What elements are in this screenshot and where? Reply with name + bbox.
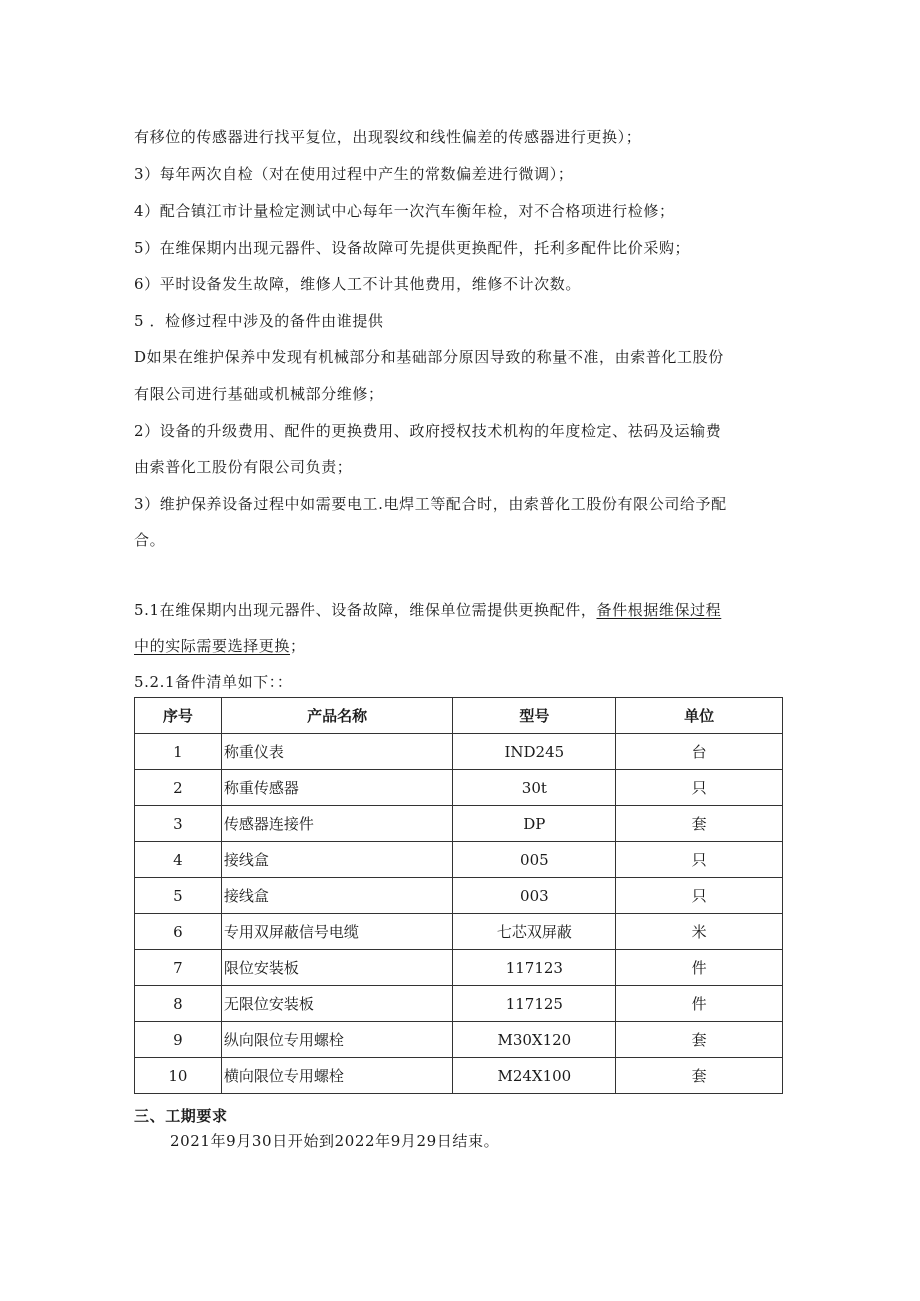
cell-product-name: 称重仪表	[221, 734, 453, 770]
cell-unit: 只	[616, 842, 783, 878]
cell-model: 117123	[453, 950, 616, 986]
cell-product-name: 接线盒	[221, 878, 453, 914]
paragraph-2: 3）每年两次自检（对在使用过程中产生的常数偏差进行微调）；	[134, 165, 574, 183]
cell-product-name: 无限位安装板	[221, 986, 453, 1022]
parts-list-title: 5.2.1备件清单如下：：	[134, 673, 293, 691]
cell-index: 10	[135, 1058, 222, 1094]
clause-5-1-line-2	[134, 636, 306, 656]
cell-unit: 只	[616, 770, 783, 806]
clause-5-1-prefix: 5.1在维保期内出现元器件、设备故障，维保单位需提供更换配件，	[134, 601, 597, 619]
cell-index: 9	[135, 1022, 222, 1058]
paragraph-8: 有限公司进行基础或机械部分维修；	[134, 385, 384, 403]
paragraph-9: 2）设备的升级费用、配件的更换费用、政府授权技术机构的年度检定、祛码及运输费	[134, 422, 722, 440]
section-3-heading: 三、工期要求	[134, 1107, 228, 1125]
section-3-text: 2021年9月30日开始到2022年9月29日结束。	[170, 1132, 500, 1150]
cell-product-name: 专用双屏蔽信号电缆	[221, 914, 453, 950]
section-5-heading: 5 ．检修过程中涉及的备件由谁提供	[134, 312, 384, 330]
cell-model: IND245	[453, 734, 616, 770]
cell-model: 30t	[453, 770, 616, 806]
paragraph-5: 6）平时设备发生故障，维修人工不计其他费用，维修不计次数。	[134, 275, 581, 293]
cell-model: M30X120	[453, 1022, 616, 1058]
cell-unit: 套	[616, 1058, 783, 1094]
cell-product-name: 限位安装板	[221, 950, 453, 986]
cell-unit: 件	[616, 986, 783, 1022]
clause-5-1-underlined-1: 备件根据维保过程	[596, 601, 722, 619]
table-header-row	[135, 698, 783, 734]
cell-product-name: 称重传感器	[221, 770, 453, 806]
cell-unit: 台	[616, 734, 783, 770]
clause-5-1-suffix: ；	[290, 637, 306, 655]
paragraph-3: 4）配合镇江市计量检定测试中心每年一次汽车衡年检，对不合格项进行检修；	[134, 202, 675, 220]
header-model: 型号	[453, 698, 616, 734]
cell-index: 5	[135, 878, 222, 914]
table-row	[135, 734, 783, 770]
parts-table	[134, 697, 783, 1094]
cell-model: 七芯双屏蔽	[453, 914, 616, 950]
cell-product-name: 纵向限位专用螺栓	[221, 1022, 453, 1058]
cell-unit: 套	[616, 806, 783, 842]
cell-index: 3	[135, 806, 222, 842]
cell-index: 6	[135, 914, 222, 950]
paragraph-10: 由索普化工股份有限公司负责；	[134, 458, 353, 476]
header-unit: 单位	[616, 698, 783, 734]
paragraph-12: 合。	[134, 531, 166, 549]
clause-5-1-underlined-2: 中的实际需要选择更换	[134, 637, 291, 655]
table-row	[135, 842, 783, 878]
paragraph-11: 3）维护保养设备过程中如需要电工.电焊工等配合时，由索普化工股份有限公司给予配	[134, 495, 727, 513]
cell-product-name: 接线盒	[221, 842, 453, 878]
table-row	[135, 950, 783, 986]
cell-model: 005	[453, 842, 616, 878]
header-product-name: 产品名称	[221, 698, 453, 734]
cell-index: 4	[135, 842, 222, 878]
cell-model: M24X100	[453, 1058, 616, 1094]
cell-product-name: 横向限位专用螺栓	[221, 1058, 453, 1094]
cell-index: 2	[135, 770, 222, 806]
paragraph-1: 有移位的传感器进行找平复位，出现裂纹和线性偏差的传感器进行更换）；	[134, 128, 642, 146]
cell-model: 003	[453, 878, 616, 914]
cell-model: 117125	[453, 986, 616, 1022]
cell-unit: 套	[616, 1022, 783, 1058]
paragraph-7: D如果在维护保养中发现有机械部分和基础部分原因导致的称量不准，由索普化工股份	[134, 348, 724, 366]
table-row	[135, 806, 783, 842]
cell-model: DP	[453, 806, 616, 842]
table-row	[135, 1058, 783, 1094]
header-index: 序号	[135, 698, 222, 734]
paragraph-4: 5）在维保期内出现元器件、设备故障可先提供更换配件，托利多配件比价采购；	[134, 239, 691, 257]
cell-index: 8	[135, 986, 222, 1022]
cell-unit: 米	[616, 914, 783, 950]
cell-unit: 件	[616, 950, 783, 986]
clause-5-1-line-1	[134, 600, 721, 620]
table-row	[135, 914, 783, 950]
cell-index: 1	[135, 734, 222, 770]
cell-product-name: 传感器连接件	[221, 806, 453, 842]
table-row	[135, 878, 783, 914]
table-row	[135, 1022, 783, 1058]
cell-unit: 只	[616, 878, 783, 914]
table-row	[135, 770, 783, 806]
cell-index: 7	[135, 950, 222, 986]
table-row	[135, 986, 783, 1022]
